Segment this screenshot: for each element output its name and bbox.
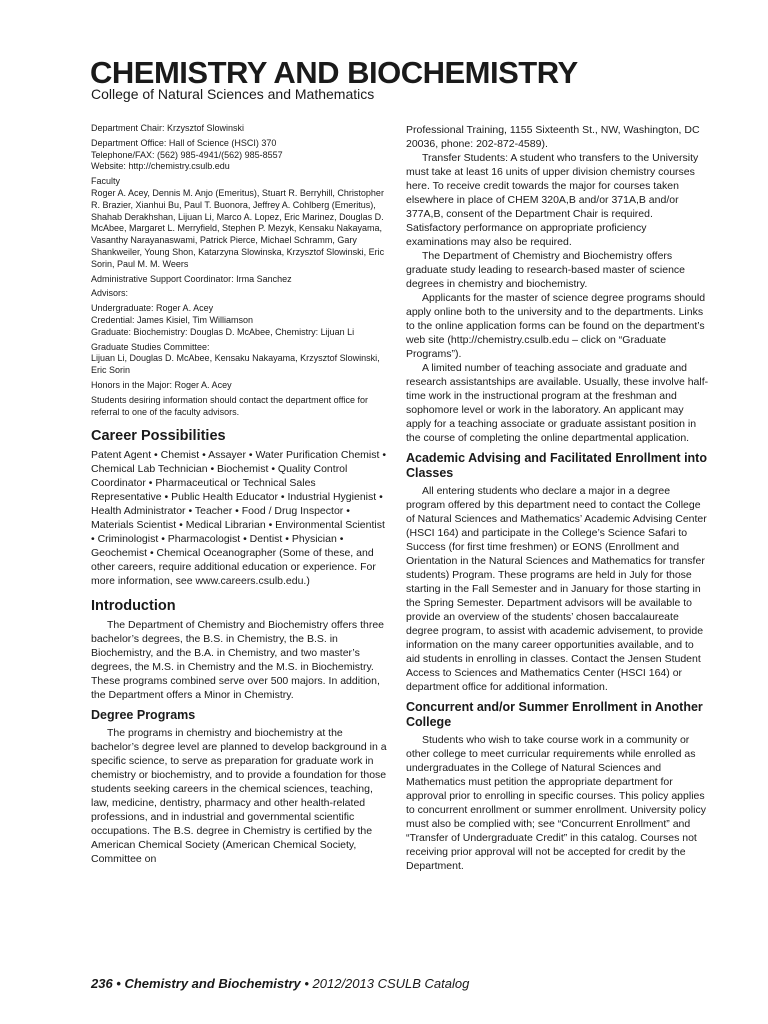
students-note: Students desiring information should contact the department office for referral to one of the faculty advisors. xyxy=(91,394,368,417)
degree-programs-heading: Degree Programs xyxy=(91,708,196,723)
left-column xyxy=(91,123,388,866)
accreditation-continuation: Professional Training, 1155 Sixteenth St., NW, Washington, DC 20036, phone: 202-872-4589). xyxy=(406,124,700,150)
admin-coordinator: Administrative Support Coordinator: Irma Sanchez xyxy=(91,273,292,284)
degree-programs-text: The programs in chemistry and biochemistry at the bachelor’s degree level are planned to develop background in a specific science, to serve as preparation for graduate work in chemistry or biochemistry, and to provide a foundation for those students seeking careers in the chemical sciences, teaching, law, medicine, dentistry, pharmacy and other health-related professions, and in industrial and governmental scientific occupations. The B.S. degree in Chemistry is certified by the American Chemical Society (American Chemical Society, Committee on xyxy=(91,727,387,866)
transfer-students-text: Transfer Students: A student who transfers to the University must take at least 16 units of upper division chemistry courses here. To receive credit towards the major for courses taken elsewhere in place of CHEM 320A,B and/or 371A,B and/or 377A,B, consent of the Department Chair is required. Satisfactory performance on appropriate proficiency examinations may also be required. xyxy=(406,152,699,248)
advisor-graduate: Graduate: Biochemistry: Douglas D. McAbee, Chemistry: Lijuan Li xyxy=(91,326,355,337)
department-info xyxy=(91,123,388,418)
page-subtitle: College of Natural Sciences and Mathematics xyxy=(91,86,375,102)
faculty-names: Roger A. Acey, Dennis M. Anjo (Emeritus), Stuart R. Berryhill, Christopher R. Brazier, Xianhui Bu, Paul T. Buonora, Jeffrey A. Cohlberg (Emeritus), Shahab Derakhshan, Lijuan Li, Marco A. Lopez, Eric Marinez, Douglas D. McAbee, Margaret L. Merryfield, Stephen P. Mezyk, Kensaku Nakayama, Vasanthy Narayanaswami, Patrick Pierce, Michael Schramm, Gary Shankweiler, Young Shon, Katarzyna Slowinska, Krzysztof Slowinski, Eric Sorin, Paul M. M. Weers xyxy=(91,187,385,269)
advisors-label: Advisors: xyxy=(91,288,129,299)
faculty-label: Faculty xyxy=(91,176,121,187)
introduction-text: The Department of Chemistry and Biochemistry offers three bachelor’s degrees, the B.S. in Chemistry, the B.S. in Biochemistry, and the B.A. in Chemistry, and two master’s degrees, the M.S. in Chemistry and the M.S. in Biochemistry. These programs combined serve over 500 majors. In addition, the Department offers a Minor in Chemistry. xyxy=(91,619,385,702)
honors-advisor: Honors in the Major: Roger A. Acey xyxy=(91,379,232,390)
introduction-heading: Introduction xyxy=(91,598,176,615)
graduate-committee xyxy=(91,342,388,377)
page-footer xyxy=(91,976,469,991)
department-chair: Department Chair: Krzysztof Slowinski xyxy=(91,123,245,133)
advising-heading: Academic Advising and Facilitated Enrollment into Classes xyxy=(406,451,707,480)
right-column xyxy=(406,123,710,873)
graduate-committee-label: Graduate Studies Committee: xyxy=(91,341,210,352)
assistantships-text: A limited number of teaching associate and graduate and research assistantships are available. Usually, these involve half-time work in the instructional program at the freshman and sophomore level or work in the laboratory. An applicant may apply for a teaching associate or graduate assistant position in the course of completing the online departmental application. xyxy=(406,362,709,444)
advisor-credential: Credential: James Kisiel, Tim Williamson xyxy=(91,314,254,325)
concurrent-text: Students who wish to take course work in a community or other college to meet curricular requirements while enrolled as undergraduates in the College of Natural Sciences and Mathematics must petition the appropriate department for approval prior to enrolling in specific courses. This policy applies to concurrent enrollment or summer enrollment. University policy must also be complied with; see “Concurrent Enrollment” and “Transfer of Undergraduate Credit” in this catalog. Courses not receiving prior approval will not be accepted for credit by the Department. xyxy=(406,734,706,872)
department-contact xyxy=(91,138,388,173)
faculty-block xyxy=(91,176,388,270)
career-text: Patent Agent • Chemist • Assayer • Water Purification Chemist • Chemical Lab Technician • Biochemist • Quality Control Coordinator • Pharmaceutical or Technical Sales Representative • Public Health Educator • Industrial Hygienist • Health Administrator • Teacher • Food / Drug Inspector • Materials Scientist • Medical Librarian • Environmental Scientist • Criminologist • Pharmacologist • Dentist • Physician • Geochemist • Chemical Oceanographer (Some of these, and other careers, require additional education or experience. For more information, see www.careers.csulb.edu.) xyxy=(91,449,387,588)
footer-catalog: • 2012/2013 CSULB Catalog xyxy=(300,976,470,991)
department-office: Department Office: Hall of Science (HSCI) 370 xyxy=(91,137,277,148)
advisors-list xyxy=(91,303,388,338)
department-telephone: Telephone/FAX: (562) 985-4941/(562) 985-8557 xyxy=(91,149,283,160)
page-title: CHEMISTRY AND BIOCHEMISTRY xyxy=(90,55,578,90)
advisor-undergraduate: Undergraduate: Roger A. Acey xyxy=(91,303,214,314)
footer-page-section: 236 • Chemistry and Biochemistry xyxy=(91,976,301,991)
advising-text: All entering students who declare a major in a degree program offered by this department need to contact the College of Natural Sciences and Mathematics’ Academic Advising Center (HSCI 164) and participate in the College’s Science Safari to Success (for first time freshmen) or EONS (Enrollment and Orientation in the Natural Sciences and Mathematics for transfer students) Program. These programs are held in July for those starting in the Fall Semester and in January for those starting in the Spring Semester. Department advisors will be available to provide an overview of the students’ chosen baccalaureate degree program, to assist with academic advisement, to provide information on the many career opportunities available, and to aid students in enrolling in classes. Contact the Jensen Student Access to Sciences and Mathematics Center (HSCI 164) or department office for additional information. xyxy=(406,485,707,693)
concurrent-heading: Concurrent and/or Summer Enrollment in Another College xyxy=(406,700,703,729)
graduate-study-text: The Department of Chemistry and Biochemistry offers graduate study leading to research-based master of science degrees in chemistry and biochemistry. xyxy=(406,250,685,290)
career-heading: Career Possibilities xyxy=(91,428,226,445)
graduate-committee-names: Lijuan Li, Douglas D. McAbee, Kensaku Nakayama, Krzysztof Slowinski, Eric Sorin xyxy=(91,353,380,376)
department-website: Website: http://chemistry.csulb.edu xyxy=(91,161,230,172)
applicants-text: Applicants for the master of science degree programs should apply online both to the university and to the departments. Links to the online application forms can be found on the department’s web site (http://chemistry.csulb.edu – click on “Graduate Programs”). xyxy=(406,292,706,360)
